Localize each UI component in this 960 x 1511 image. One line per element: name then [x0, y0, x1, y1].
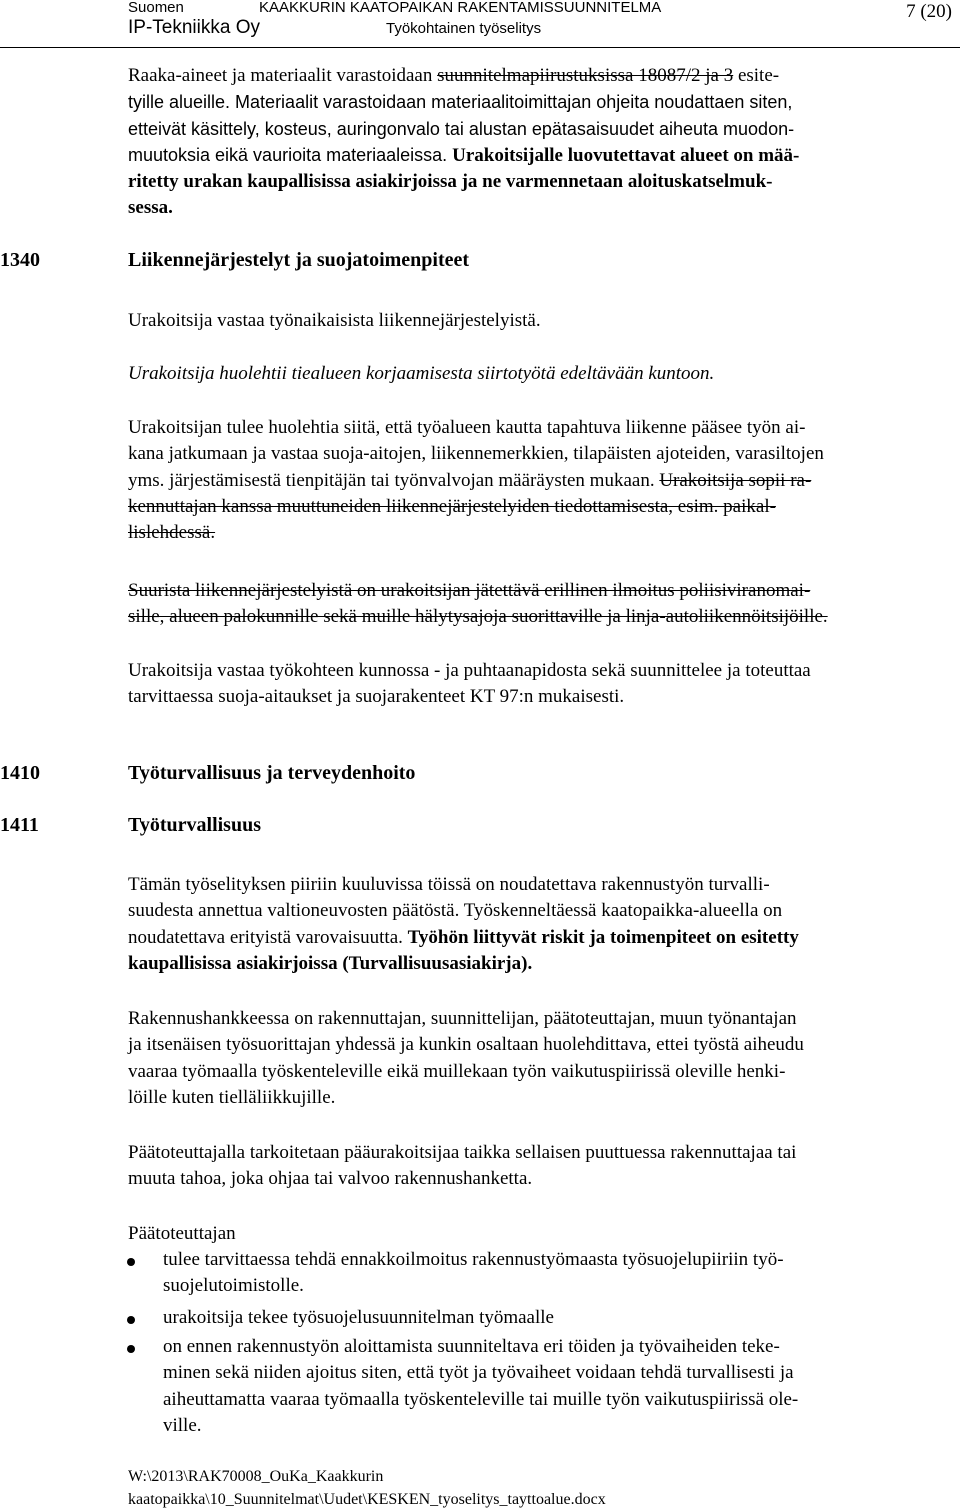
- paragraph-text: Urakoitsija vastaa työnaikaisista liikennejärjestelyistä.: [128, 310, 541, 331]
- paragraph-text: Päätoteuttajalla tarkoitetaan pääurakoitsijaa taikka sellaisen puuttuessa rakennuttajaa tai: [128, 1142, 797, 1163]
- paragraph-text: tarvittaessa suoja-aitaukset ja suojarakenteet KT 97:n mukaisesti.: [128, 686, 625, 708]
- paragraph-text: ja itsenäisen työsuorittajan yhdessä ja kunkin osaltaan huolehdittava, ettei työstä aiheudu: [128, 1034, 804, 1056]
- section-1411-paragraph-3: [128, 1140, 956, 1193]
- list-item-text: urakoitsija tekee työsuojelusuunnitelman työmaalle: [163, 1307, 554, 1328]
- bold-text: kaupallisissa asiakirjoissa (Turvallisuusasiakirja).: [128, 952, 533, 974]
- list-item-text: ville.: [163, 1414, 202, 1436]
- paragraph-text: kana jatkumaan ja vastaa suoja-aitojen, liikennemerkkien, tilapäisten ajoteiden, varasiltojen: [128, 443, 824, 465]
- list-item-text: suojelutoimistolle.: [163, 1275, 304, 1297]
- section-number-1410: 1410: [0, 762, 40, 784]
- section-1340-paragraph-1: [128, 308, 956, 334]
- paragraph-text: Tämän työselityksen piiriin kuuluvissa töissä on noudatettava rakennustyön turvalli-: [128, 874, 770, 895]
- section-title-1340: Liikennejärjestelyt ja suojatoimenpiteet: [128, 249, 470, 271]
- section-1340-paragraph-3: [128, 415, 956, 546]
- paragraph-text: Urakoitsija vastaa työkohteen kunnossa - ja puhtaanapidosta sekä suunnittelee ja toteuttaa: [128, 660, 811, 681]
- paragraph-text: löille kuten tielläliikkujille.: [128, 1086, 336, 1108]
- intro-text: tyille alueille. Materiaalit varastoidaan materiaalitoimittajan ohjeita noudattaen siten,: [128, 92, 793, 113]
- paragraph-text: yms. järjestämisestä tienpitäjän tai työnvalvojan määräysten mukaan.: [128, 469, 660, 491]
- intro-paragraph: [128, 63, 956, 222]
- intro-bold-text: sessa.: [128, 197, 173, 219]
- struck-text: lislehdessä.: [128, 522, 216, 544]
- list-item: [163, 1305, 958, 1331]
- list-item-text: on ennen rakennustyön aloittamista suunniteltava eri töiden ja työvaiheiden teke-: [163, 1336, 780, 1357]
- company-name-line2: IP-Tekniikka Oy: [128, 17, 260, 38]
- company-name-line1: Suomen: [128, 0, 184, 16]
- header-divider: [0, 47, 960, 48]
- struck-text: suunnitelmapiirustuksissa 18087/2 ja 3: [437, 65, 734, 86]
- footer-path-line: W:\2013\RAK70008_OuKa_Kaakkurin: [128, 1468, 384, 1485]
- struck-text: Suurista liikennejärjestelyistä on urakoitsijan jätettävä erillinen ilmoitus poliisiviranomai-: [128, 580, 811, 601]
- paragraph-text: Urakoitsijan tulee huolehtia siitä, että työalueen kautta tapahtuva liikenne pääsee työn ai-: [128, 417, 806, 438]
- section-1340-paragraph-2: [128, 361, 956, 387]
- bullet-marker: [127, 1345, 135, 1353]
- bold-text: Työhön liittyvät riskit ja toimenpiteet on esitetty: [407, 926, 799, 948]
- section-1411-paragraph-2: [128, 1006, 956, 1111]
- paragraph-text: suudesta annettua valtioneuvosten päätöstä. Työskenneltäessä kaatopaikka-alueella on: [128, 900, 783, 922]
- section-1340-paragraph-5: [128, 658, 956, 711]
- section-number-1411: 1411: [0, 814, 39, 836]
- document-subtitle: Työkohtainen työselitys: [386, 20, 542, 37]
- bullet-marker: [127, 1258, 135, 1266]
- struck-text: Urakoitsija sopii ra-: [659, 469, 812, 491]
- paragraph-text: muuta tahoa, joka ohjaa tai valvoo rakennushanketta.: [128, 1168, 533, 1190]
- bullet-marker: [127, 1316, 135, 1324]
- paragraph-text: vaaraa työmaalla työskenteleville eikä muillekaan työn vaikutuspiirissä oleville henki-: [128, 1060, 786, 1082]
- intro-text: muutoksia eikä vaurioita materiaaleissa.: [128, 144, 453, 165]
- paragraph-text: noudatettava erityistä varovaisuutta.: [128, 926, 408, 948]
- paragraph-text: Päätoteuttajan: [128, 1223, 236, 1244]
- list-item: [163, 1247, 958, 1300]
- list-item-text: minen sekä niiden ajoitus siten, että työt ja työvaiheet voidaan tehdä turvallisesti ja: [163, 1362, 794, 1384]
- section-1411-paragraph-1: [128, 872, 956, 977]
- section-1411-paragraph-4: [128, 1221, 956, 1247]
- section-number-1340: 1340: [0, 249, 40, 271]
- intro-bold-text: ritetty urakan kaupallisissa asiakirjoissa ja ne varmennetaan aloituskatselmuk-: [128, 171, 773, 193]
- list-item-text: aiheuttamatta vaaraa työmaalla työskenteleville tai muille työn vaikutuspiirissä ole-: [163, 1388, 799, 1410]
- intro-text: etteivät käsittely, kosteus, auringonvalo tai alustan epätasaisuudet aiheuta muodon-: [128, 118, 795, 139]
- footer-path-line: kaatopaikka\10_Suunnitelmat\Uudet\KESKEN_tyoselitys_tayttoalue.docx: [128, 1491, 606, 1508]
- intro-text: esite-: [733, 65, 780, 86]
- paragraph-text: Rakennushankkeessa on rakennuttajan, suunnittelijan, päätoteuttajan, muun työnantajan: [128, 1008, 797, 1029]
- section-1340-paragraph-4: [128, 578, 956, 631]
- list-item-text: tulee tarvittaessa tehdä ennakkoilmoitus rakennustyömaasta työsuojelupiiriin työ-: [163, 1249, 784, 1270]
- section-title-1411: Työturvallisuus: [128, 814, 261, 836]
- list-item: [163, 1334, 958, 1439]
- section-title-1410: Työturvallisuus ja terveydenhoito: [128, 762, 416, 784]
- struck-text: sille, alueen palokunnille sekä muille hälytysajoja suorittaville ja linja-autoliikennöitsijöille.: [128, 606, 828, 628]
- intro-text: Raaka-aineet ja materiaalit varastoidaan: [128, 65, 438, 86]
- page-number: 7 (20): [906, 1, 952, 22]
- struck-text: kennuttajan kanssa muuttuneiden liikennejärjestelyiden tiedottamisesta, esim. paikal-: [128, 495, 776, 517]
- intro-bold-text: Urakoitsijalle luovutettavat alueet on mää-: [452, 144, 800, 166]
- document-title: KAAKKURIN KAATOPAIKAN RAKENTAMISSUUNNITELMA: [259, 0, 662, 16]
- footer-file-path: [128, 1465, 606, 1511]
- italic-paragraph-text: Urakoitsija huolehtii tiealueen korjaamisesta siirtotyötä edeltävään kuntoon.: [128, 363, 715, 384]
